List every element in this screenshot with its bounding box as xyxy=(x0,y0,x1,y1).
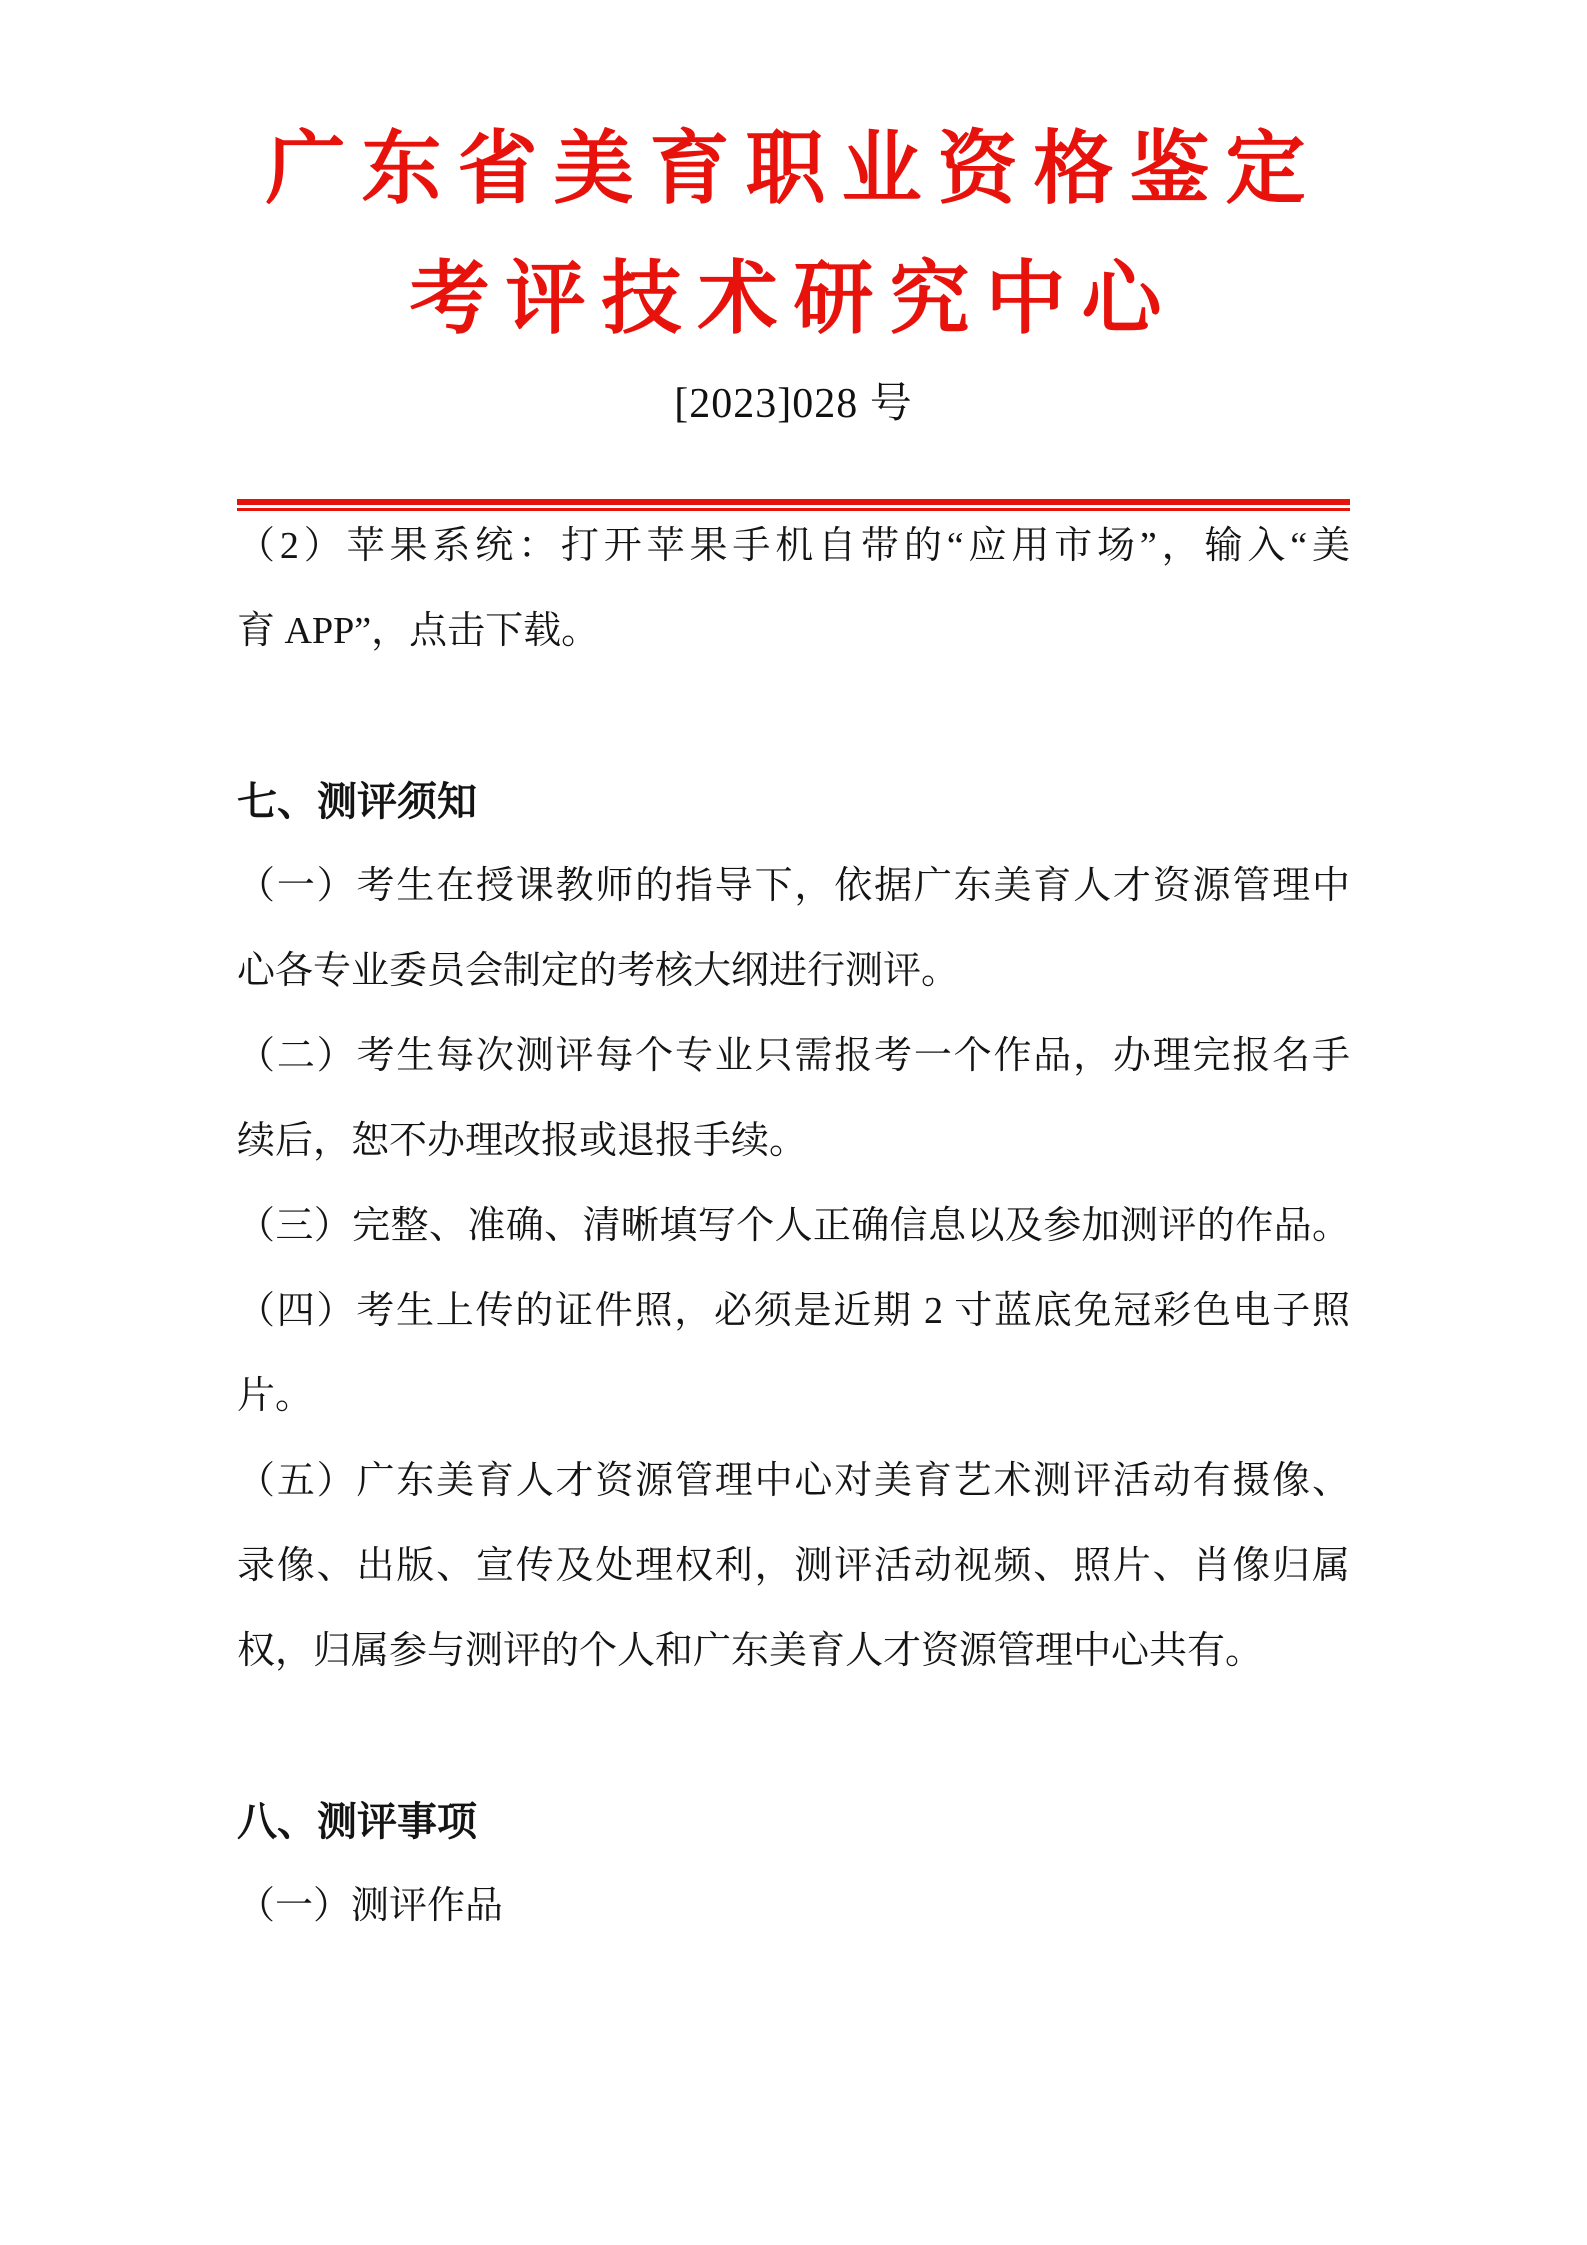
document-body xyxy=(237,504,1350,1949)
letterhead xyxy=(0,105,1587,433)
section-heading: 八、测评事项 xyxy=(237,1799,477,1844)
body-line: 片。 xyxy=(237,1375,314,1417)
body-line: 续后，恕不办理改报或退报手续。 xyxy=(237,1120,808,1162)
org-title-line-2: 考评技术研究中心 xyxy=(409,256,1178,344)
document-number: [2023]028 号 xyxy=(674,381,913,427)
body-line: （二）考生每次测评每个专业只需报考一个作品，办理完报名手 xyxy=(237,1035,1350,1077)
section-heading: 七、测评须知 xyxy=(237,779,477,824)
body-line: 心各专业委员会制定的考核大纲进行测评。 xyxy=(237,950,960,992)
body-line: （四）考生上传的证件照，必须是近期 2 寸蓝底免冠彩色电子照 xyxy=(237,1290,1350,1332)
body-line: （五）广东美育人才资源管理中心对美育艺术测评活动有摄像、 xyxy=(237,1460,1350,1502)
body-line: 录像、出版、宣传及处理权利，测评活动视频、照片、肖像归属 xyxy=(237,1545,1350,1587)
body-line: （2）苹果系统：打开苹果手机自带的“应用市场”，输入“美 xyxy=(237,525,1350,567)
org-title-line-1: 广东省美育职业资格鉴定 xyxy=(265,126,1322,214)
body-line: （一）考生在授课教师的指导下，依据广东美育人才资源管理中 xyxy=(237,865,1350,907)
body-line: 育 APP”，点击下载。 xyxy=(237,610,600,652)
body-line: （一）测评作品 xyxy=(237,1885,504,1927)
body-line: 权，归属参与测评的个人和广东美育人才资源管理中心共有。 xyxy=(237,1630,1264,1672)
body-line: （三）完整、准确、清晰填写个人正确信息以及参加测评的作品。 xyxy=(237,1205,1350,1247)
